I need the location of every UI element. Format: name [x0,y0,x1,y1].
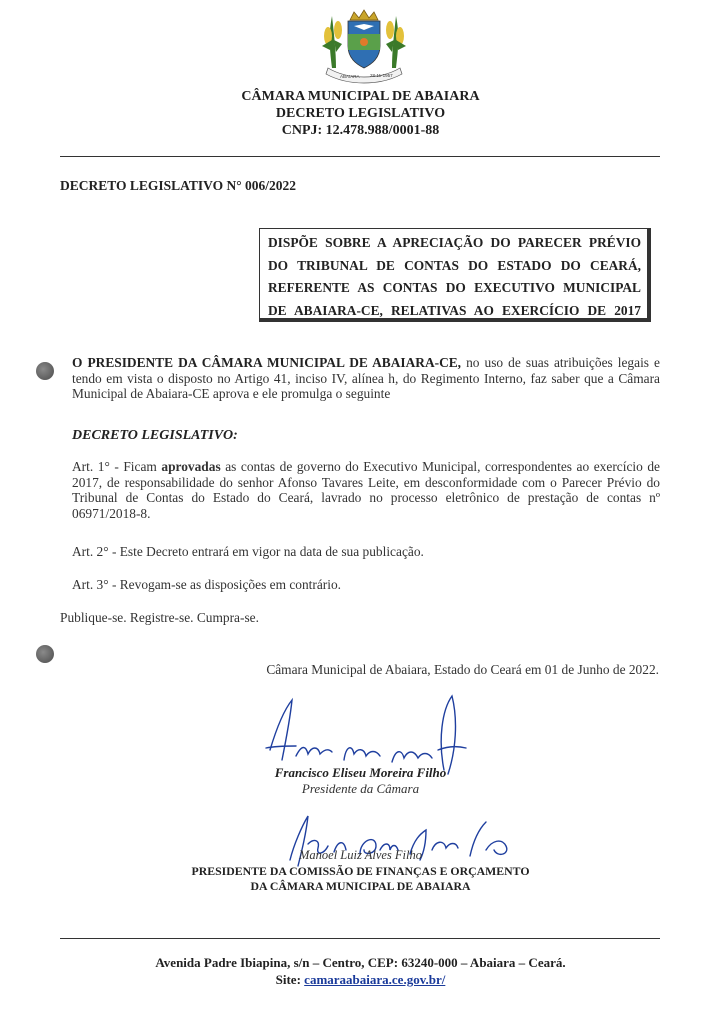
signatory-1-role: Presidente da Câmara [301,781,420,796]
footer-site-link[interactable]: camaraabaiara.ce.gov.br/ [304,972,446,987]
header-divider [60,156,660,157]
ementa-line: DISPÕE SOBRE A APRECIAÇÃO DO PARECER PRÉVIO [268,235,641,250]
article-3: Art. 3° - Revogam-se as disposições em contrário. [72,577,342,592]
preamble-paragraph [72,355,660,402]
decree-subheading: DECRETO LEGISLATIVO: [72,428,238,443]
footer-site [0,972,721,988]
footer-site-label: Site: [275,972,305,987]
preamble-lead: O PRESIDENTE DA CÂMARA MUNICIPAL DE ABAIARA-CE, [72,355,462,370]
footer-divider [60,938,660,939]
publish-clause: Publique-se. Registre-se. Cumpra-se. [60,610,259,625]
ementa-line: DO TRIBUNAL DE CONTAS DO ESTADO DO CEARÁ, [268,257,641,273]
signatory-2-role-line1: PRESIDENTE DA COMISSÃO DE FINANÇAS E ORÇAMENTO [191,864,530,878]
signatory-2-role [0,864,721,894]
crest-ribbon-place: ABAIARA [340,74,360,79]
article-1-bold: aprovadas [161,459,221,474]
signatory-2-name: Manoel Luiz Alves Filho [298,848,423,862]
article-1-rest: as contas de governo do Executivo Municipal, correspondentes ao exercício de 2017, de responsabilidade do senhor Afonso Tavares Leite, em desconformidade com o Parecer Prévio do Tribunal de Contas do Estado do Ceará, lavrado no processo eletrônico de prestação de contas nº 06971/2018-8. [72,459,660,521]
signatory-2-role-line2: DA CÂMARA MUNICIPAL DE ABAIARA [250,879,471,893]
decree-number: DECRETO LEGISLATIVO N° 006/2022 [60,178,297,193]
binder-hole [36,645,54,663]
article-2: Art. 2° - Este Decreto entrará em vigor na data de sua publicação. [72,544,424,559]
place-and-date: Câmara Municipal de Abaiara, Estado do Ceará em 01 de Junho de 2022. [266,662,659,677]
ementa-line: REFERENTE AS CONTAS DO EXECUTIVO MUNICIPAL [268,280,641,295]
header-cnpj: CNPJ: 12.478.988/0001-88 [281,123,440,138]
footer-address: Avenida Padre Ibiapina, s/n – Centro, CEP: 63240-000 – Abaiara – Ceará. [155,955,566,970]
header-doc-type: DECRETO LEGISLATIVO [275,106,446,121]
signature-president [262,690,472,775]
signatory-1-name: Francisco Eliseu Moreira Filho [274,765,447,780]
municipal-crest-logo [318,6,410,86]
preamble-rest: no uso de suas atribuições legais e tendo em vista o disposto no Artigo 41, inciso IV, alínea h, do Regimento Interno, faz saber que a Câmara Municipal de Abaiara-CE aprova e ele promulga o seguinte [72,355,660,401]
article-1 [72,459,660,521]
header-institution: CÂMARA MUNICIPAL DE ABAIARA [241,89,480,104]
crest-ribbon-date: 28-11-1957 [370,73,393,78]
ementa-line: DE ABAIARA-CE, RELATIVAS AO EXERCÍCIO DE 2017 [268,302,641,318]
article-1-prefix: Art. 1° - Ficam [72,459,162,474]
binder-hole [36,362,54,380]
ementa-box [259,228,651,322]
